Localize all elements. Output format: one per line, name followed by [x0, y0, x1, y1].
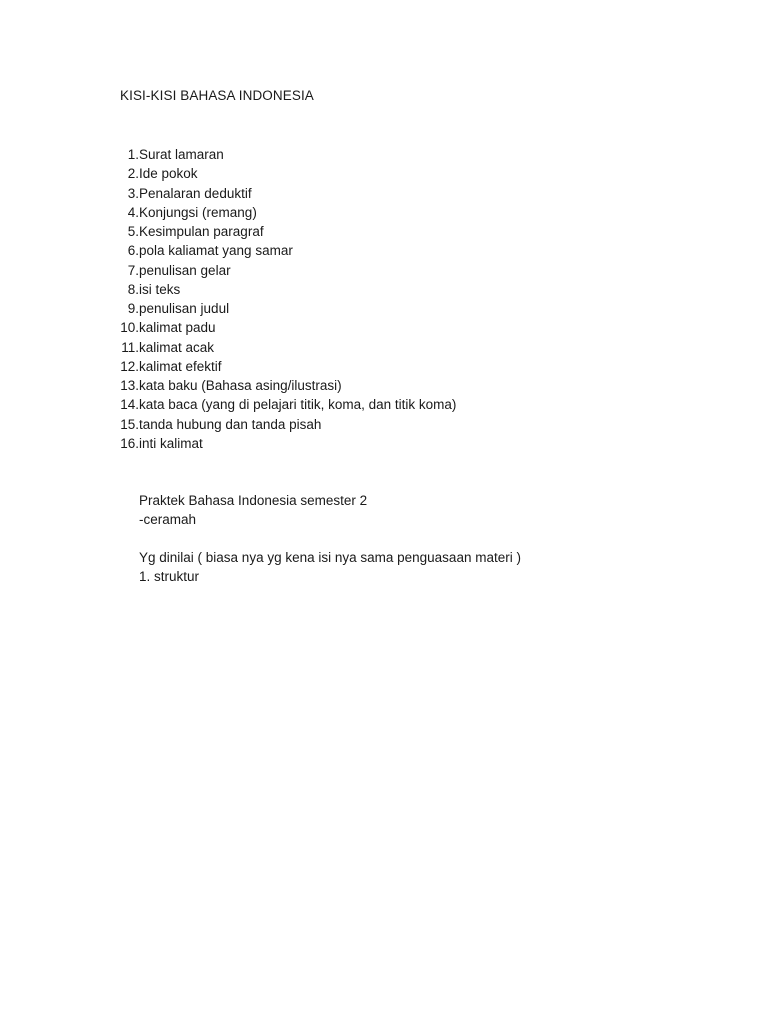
list-item — [110, 376, 342, 395]
penilaian-first-item: 1. struktur — [139, 569, 200, 584]
item-number: 8. — [127, 281, 139, 297]
item-text: pola kaliamat yang samar — [139, 243, 293, 259]
item-text: Ide pokok — [139, 166, 198, 182]
item-text: Penalaran deduktif — [139, 185, 252, 201]
topic-list — [110, 145, 457, 453]
praktek-subtitle: -ceramah — [139, 512, 197, 527]
document-title: KISI-KISI BAHASA INDONESIA — [120, 88, 314, 103]
list-item — [110, 338, 215, 357]
list-item — [110, 357, 222, 376]
item-number: 5. — [127, 224, 139, 239]
list-item — [110, 415, 322, 434]
item-number: 3. — [127, 185, 139, 201]
item-text: penulisan gelar — [139, 262, 231, 278]
item-number: 12. — [120, 358, 139, 374]
list-item — [110, 280, 181, 299]
item-text: Surat lamaran — [139, 147, 224, 162]
item-text: penulisan judul — [139, 301, 230, 316]
item-number: 9. — [127, 301, 139, 316]
item-number: 13. — [120, 378, 139, 393]
item-number: 11. — [121, 339, 139, 355]
list-item — [110, 145, 224, 164]
item-number: 16. — [120, 435, 139, 451]
item-number: 4. — [127, 204, 139, 220]
list-item — [110, 241, 293, 260]
praktek-heading: Praktek Bahasa Indonesia semester 2 — [139, 493, 368, 508]
list-item — [110, 434, 203, 453]
item-number: 14. — [120, 397, 139, 413]
item-number: 2. — [127, 166, 139, 182]
item-text: kalimat efektif — [139, 358, 222, 374]
item-text: kalimat acak — [139, 339, 215, 355]
list-item — [110, 184, 252, 203]
list-item — [110, 261, 231, 280]
item-number: 10. — [120, 320, 139, 336]
item-text: tanda hubung dan tanda pisah — [139, 416, 322, 432]
list-item — [110, 299, 230, 318]
item-text: kata baku (Bahasa asing/ilustrasi) — [139, 378, 342, 393]
item-number: 7. — [127, 262, 139, 278]
list-item — [110, 318, 216, 337]
item-text: Kesimpulan paragraf — [139, 224, 264, 239]
item-number: 15. — [120, 416, 139, 432]
list-item — [110, 164, 198, 183]
item-number: 6. — [127, 243, 139, 259]
penilaian-heading: Yg dinilai ( biasa nya yg kena isi nya sama penguasaan materi ) — [139, 550, 521, 565]
item-text: inti kalimat — [139, 435, 203, 451]
item-text: isi teks — [139, 281, 181, 297]
item-text: Konjungsi (remang) — [139, 204, 257, 220]
list-item — [110, 395, 457, 414]
list-item — [110, 203, 257, 222]
item-text: kalimat padu — [139, 320, 216, 336]
item-text: kata baca (yang di pelajari titik, koma, dan titik koma) — [139, 397, 457, 413]
item-number: 1. — [127, 147, 139, 162]
list-item — [110, 222, 264, 241]
